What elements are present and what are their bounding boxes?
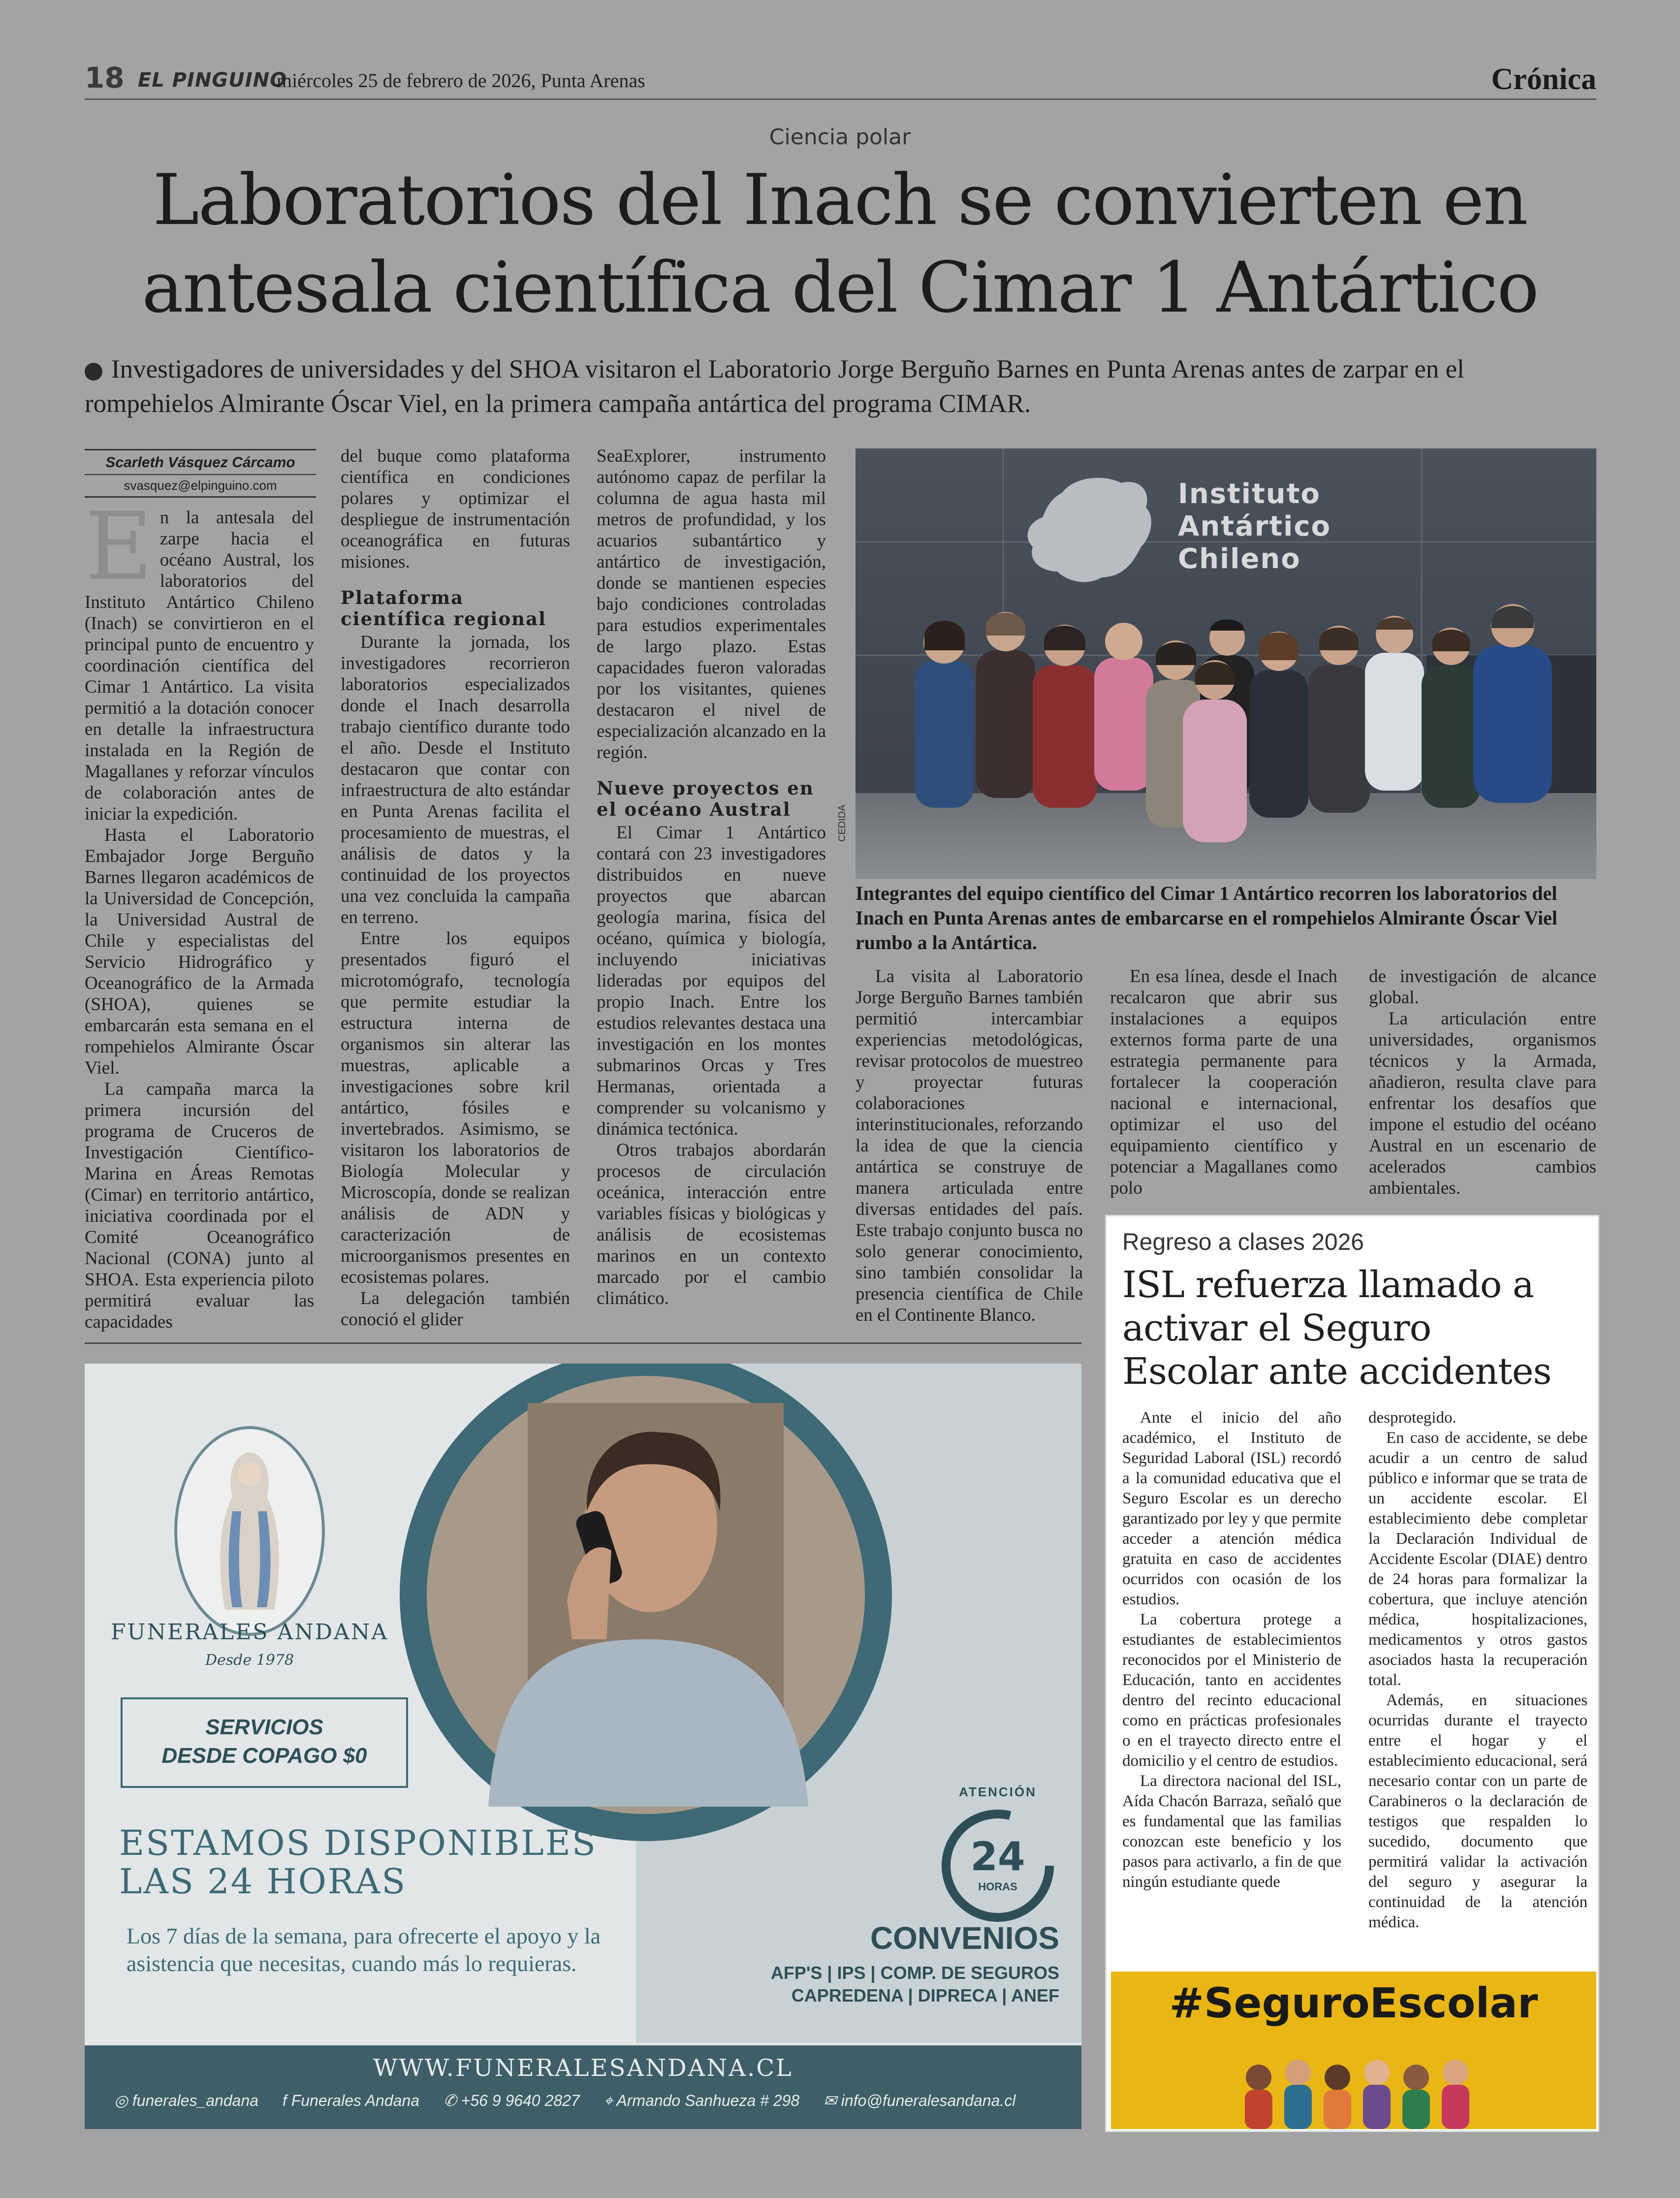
ad-headline xyxy=(119,1824,597,1901)
paragraph: En caso de accidente, se debe acudir a un centro de salud público e informar que se trata de un accidente escolar. El establecimiento debe completar la Declaración Individual de Accidente Escolar (DIAE) dentro de 24 horas para formalizar la cobertura, que incluye atención médica, hospitalizaciones, medicamentos y otros gastos asociados hasta la recuperación total. xyxy=(1368,1429,1587,1689)
article-column-3 xyxy=(597,446,826,1309)
paragraph: SeaExplorer, instrumento autónomo capaz de perfilar la columna de agua hasta mil metros de profundidad, y los acuarios subantártico y antártico de investigación, donde se mantienen especies bajo condiciones controladas para estudios experimentales de largo plazo. Estas capacidades fueron valoradas por los visitantes, quienes destacaron el nivel de especialización alcanzado en la región. xyxy=(597,446,826,763)
phone-small-icon: ✆ xyxy=(443,2092,461,2109)
article-column-5 xyxy=(1110,966,1337,1199)
convenios-title: CONVENIOS xyxy=(870,1920,1059,1956)
badge-number: 24 xyxy=(970,1834,1025,1879)
ad-email[interactable]: info@funeralesandana.cl xyxy=(841,2092,1016,2109)
convenios-line: CAPREDENA | DIPRECA | ANEF xyxy=(791,1985,1059,2006)
dateline: miércoles 25 de febrero de 2026, Punta Arenas xyxy=(277,69,645,92)
photo-sign-text: Instituto Antártico Chileno xyxy=(1178,478,1331,575)
convenios-list xyxy=(715,1962,1059,2007)
convenios-line: AFP'S | IPS | COMP. DE SEGUROS xyxy=(770,1963,1059,1983)
paragraph: de investigación de alcance global. xyxy=(1369,966,1596,1008)
paragraph: En esa línea, desde el Inach recalcaron que abrir sus instalaciones a equipos externos forma parte de una estrategia permanente para fortalecer la cooperación nacional e internacional, optimizar el uso del equipamiento científico y potenciar a Magallanes como polo xyxy=(1110,966,1337,1198)
byline-email[interactable]: svasquez@elpinguino.com xyxy=(124,478,277,493)
article-column-4 xyxy=(856,966,1083,1326)
paragraph: La articulación entre universidades, organismos técnicos y la Armada, añadieron, resulta clave para enfrentar los desafíos que impone el estudio del océano Austral en un escenario de acelerados cambios ambientales. xyxy=(1369,1009,1596,1198)
ad-subtext: Los 7 días de la semana, para ofrecerte el apoyo y la asistencia que necesitas, cuando más lo requieras. xyxy=(127,1923,601,1976)
ad-brand: FUNERALES ANDANA xyxy=(110,1620,389,1645)
article-photo xyxy=(856,448,1596,879)
section-title: Crónica xyxy=(1491,63,1596,96)
section-divider xyxy=(85,1342,1081,1344)
byline-name: Scarleth Vásquez Cárcamo xyxy=(85,450,316,475)
ad-facebook[interactable]: Funerales Andana xyxy=(291,2092,420,2109)
paragraph: La delegación también conoció el glider xyxy=(341,1288,570,1330)
paragraph: La directora nacional del ISL, Aída Chacón Barraza, señaló que es fundamental que las familias conozcan este beneficio y los pasos para activarlo, a fin de que ningún estudiante quede xyxy=(1122,1772,1341,1891)
article-kicker: Ciencia polar xyxy=(769,125,911,150)
ad-since: Desde 1978 xyxy=(205,1652,294,1669)
article-column-1 xyxy=(85,492,314,1333)
bullet-icon xyxy=(85,363,102,381)
paragraph: La campaña marca la primera incursión del programa de Cruceros de Investigación Científico-Marina en Áreas Remotas (Cimar) en territorio antártico, iniciativa coordinada por el Comité Oceanográfico Nacional (CONA) junto al SHOA. Esta experiencia piloto permitirá evaluar las capacidades xyxy=(85,1079,314,1332)
ad-contact-row xyxy=(114,2091,1079,2110)
seguro-escolar-hashtag[interactable]: #SeguroEscolar xyxy=(1169,1979,1538,2027)
paragraph: n la antesala del zarpe hacia el océano Austral, los laboratorios del Instituto Antártico Chileno (Inach) se convirtieron en el principal punto de encuentro y coordinación científica del Cimar 1 Antártico. La visita permitió a la dotación conocer en detalle la infraestructura instalada en la Región de Magallanes y reforzar vínculos de colaboración antes de iniciar la expedición. xyxy=(85,508,314,824)
servicios-line: DESDE COPAGO $0 xyxy=(161,1744,367,1768)
photo-caption: Integrantes del equipo científico del Cimar 1 Antártico recorren los laboratorios del Inach en Punta Arenas antes de embarcarse en el rompehielos Almirante Óscar Viel rumbo a la Antártica. xyxy=(856,882,1557,954)
isl-column-1 xyxy=(1122,1408,1341,1892)
paragraph: La visita al Laboratorio Jorge Berguño Barnes también permitió intercambiar experiencias metodológicas, revisar protocolos de muestreo y proyectar futuras colaboraciones interinstitucionales, reforzando la idea de que la ciencia antártica se construye de manera articulada entre diversas entidades del país. Este trabajo conjunto busca no solo generar conocimiento, sino también consolidar la presencia científica de Chile en el Continente Blanco. xyxy=(856,966,1083,1325)
header-rule xyxy=(85,98,1596,100)
isl-kicker: Regreso a clases 2026 xyxy=(1122,1229,1364,1255)
paragraph: La cobertura protege a estudiantes de establecimientos reconocidos por el Ministerio de Educación, tanto en accidentes dentro del recinto educacional como en prácticas profesionales o en el trayecto directo entre el domicilio y el centro de estudios. xyxy=(1122,1611,1341,1770)
ad-headline-line: LAS 24 HORAS xyxy=(119,1861,407,1902)
isl-column-2 xyxy=(1368,1408,1587,1933)
paragraph: Hasta el Laboratorio Embajador Jorge Berguño Barnes llegaron académicos de la Universidad de Concepción, la Universidad Austral de Chile y especialistas del Servicio Hidrográfico y Oceanográfico de la Armada (SHOA), quienes se embarcarán esta semana en el rompehielos Almirante Óscar Viel. xyxy=(85,825,314,1078)
article-headline: Laboratorios del Inach se convierten en antesala científica del Cimar 1 Antártico xyxy=(142,159,1538,328)
paragraph: del buque como plataforma científica en condiciones polares y optimizar el despliegue de instrumentación oceanográfica en futuras misiones. xyxy=(341,446,570,572)
paragraph: Además, en situaciones ocurridas durante el trayecto entre el hogar y el establecimiento educacional, será necesario contar con un parte de Carabineros o la declaración de testigos que respalden lo sucedido, documento que permitirá validar la activación del seguro y asegurar la continuidad de la atención médica. xyxy=(1368,1691,1587,1931)
paragraph: El Cimar 1 Antártico contará con 23 investigadores distribuidos en nueve proyectos que abarcan geología marina, física del océano, química y biología, incluyendo iniciativas lideradas por equipos del propio Inach. Entre los estudios relevantes destaca una investigación en los montes submarinos Orcas y Tres Hermanas, orientada a comprender su volcanismo y dinámica tectónica. xyxy=(597,823,826,1139)
article-column-2 xyxy=(341,446,570,1330)
ad-servicios xyxy=(122,1713,407,1770)
ad-website[interactable]: WWW.FUNERALESANDANA.CL xyxy=(373,2054,793,2082)
paragraph: Ante el inicio del año académico, el Instituto de Seguridad Laboral (ISL) recordó a la comunidad educativa que el Seguro Escolar es un derecho garantizado por ley y que permite acceder a atención médica gratuita en caso de accidentes ocurridos con ocasión de los estudios. xyxy=(1122,1409,1341,1608)
byline xyxy=(85,449,316,498)
mail-icon: ✉ xyxy=(824,2092,841,2109)
instagram-icon: ◎ xyxy=(114,2092,132,2109)
subheading: Nueve proyectos en el océano Austral xyxy=(597,777,814,820)
badge-top-text: ATENCIÓN xyxy=(959,1784,1037,1799)
paragraph: Durante la jornada, los investigadores recorrieron laboratorios especializados donde el Inach desarrolla trabajo científico durante todo el año. Desde el Instituto destacaron que contar con infraestructura de alto estándar en Punta Arenas facilita el procesamiento de muestras, el análisis de datos y la continuidad de los proyectos una vez concluida la campaña en terreno. xyxy=(341,632,570,927)
paragraph: desprotegido. xyxy=(1368,1409,1457,1427)
article-lead xyxy=(85,352,1596,421)
subheading: Plataforma científica regional xyxy=(341,587,547,630)
badge-unit: HORAS xyxy=(978,1880,1017,1893)
funerales-andana-ad xyxy=(85,1364,1081,2129)
paragraph: Otros trabajos abordarán procesos de circulación oceánica, interacción entre variables físicas y biológicas y análisis de ecosistemas marinos en un contexto marcado por el cambio climático. xyxy=(597,1140,826,1308)
facebook-icon: f xyxy=(282,2092,291,2109)
ad-instagram[interactable]: funerales_andana xyxy=(132,2092,259,2109)
ad-address: Armando Sanhueza # 298 xyxy=(616,2092,800,2109)
isl-headline: ISL refuerza llamado a activar el Seguro Escolar ante accidentes xyxy=(1122,1264,1552,1393)
page-number: 18 xyxy=(85,61,125,95)
article-column-6 xyxy=(1369,966,1596,1199)
drop-cap: E xyxy=(85,492,153,601)
servicios-line: SERVICIOS xyxy=(205,1715,323,1739)
lead-text: Investigadores de universidades y del SHOA visitaron el Laboratorio Jorge Berguño Barnes en Punta Arenas antes de zarpar en el rompehielos Almirante Óscar Viel, en la primera campaña antártica del programa CIMAR. xyxy=(85,355,1464,418)
newspaper-logo: EL PINGUINO xyxy=(138,69,287,92)
student-figures xyxy=(1245,2060,1469,2129)
ad-phone[interactable]: +56 9 9640 2827 xyxy=(461,2092,580,2109)
paragraph: Entre los equipos presentados figuró el microtomógrafo, tecnología que permite estudiar la estructura interna de organismos sin alterar las muestras, aplicable a investigaciones sobre kril antártico, fósiles e invertebrados. Asimismo, se visitaron los laboratorios de Biología Molecular y Microscopía, donde se realizan análisis de ADN y caracterización de microorganismos presentes en ecosistemas polares. xyxy=(341,928,570,1287)
photo-credit: CEDIDA xyxy=(837,804,848,842)
location-pin-icon: ⌖ xyxy=(603,2092,617,2109)
ad-headline-line: ESTAMOS DISPONIBLES xyxy=(119,1823,597,1863)
